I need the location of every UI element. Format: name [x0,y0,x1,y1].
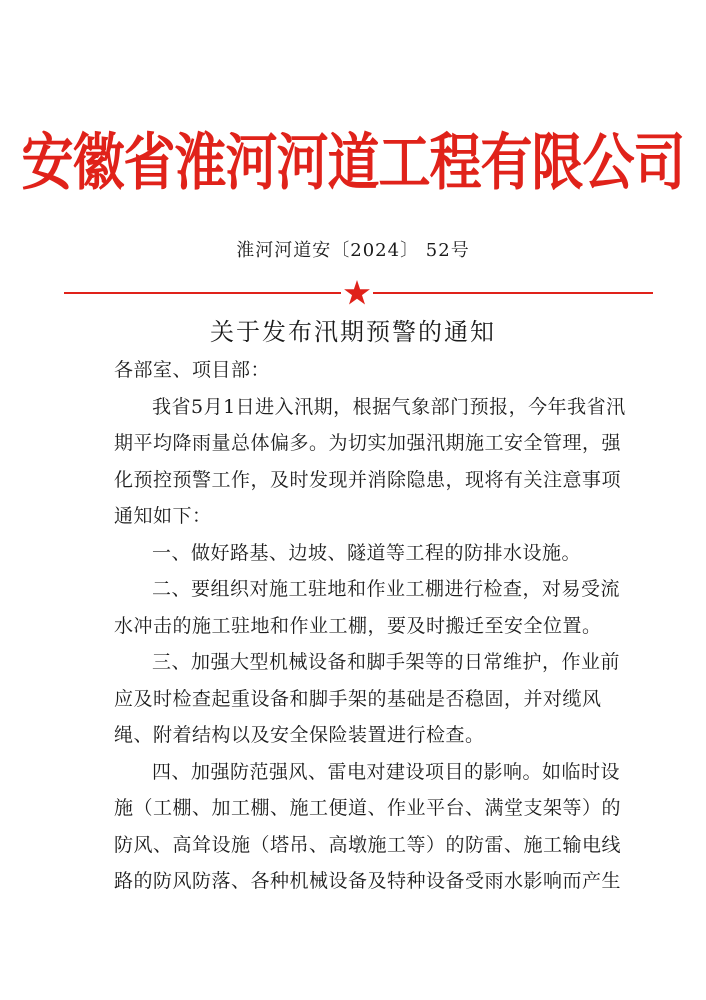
body-paragraph-item-3: 三、加强大型机械设备和脚手架等的日常维护，作业前应及时检查起重设备和脚手架的基础是否稳固，并对缆风绳、附着结构以及安全保险装置进行检查。 [114,651,621,746]
notice-body [114,352,634,900]
body-paragraph-item-1: 一、做好路基、边坡、隧道等工程的防排水设施。 [152,541,582,564]
body-paragraph-item-2: 二、要组织对施工驻地和作业工棚进行检查，对易受流水冲击的施工驻地和作业工棚，要及时搬迁至安全位置。 [114,578,621,637]
body-paragraph-item-4: 四、加强防范强风、雷电对建设项目的影响。如临时设施（工棚、加工棚、施工便道、作业平台、满堂支架等）的防风、高耸设施（塔吊、高墩施工等）的防雷、施工输电线路的防风防落、各种机械设备及特种设备受雨水影响而产生 [114,760,622,892]
notice-title: 关于发布汛期预警的通知 [210,318,496,346]
salutation: 各部室、项目部： [114,359,271,381]
red-star-icon [343,279,371,307]
body-paragraph-intro: 我省5月1日进入汛期，根据气象部门预报，今年我省汛期平均降雨量总体偏多。为切实加强汛期施工安全管理，强化预控预警工作，及时发现并消除隐患，现将有关注意事项通知如下： [114,395,626,527]
red-divider-left [64,292,341,294]
red-divider-right [373,292,653,294]
document-number: 淮河河道安〔2024〕 52号 [236,240,470,261]
issuer-header: 安徽省淮河河道工程有限公司 [21,127,685,199]
